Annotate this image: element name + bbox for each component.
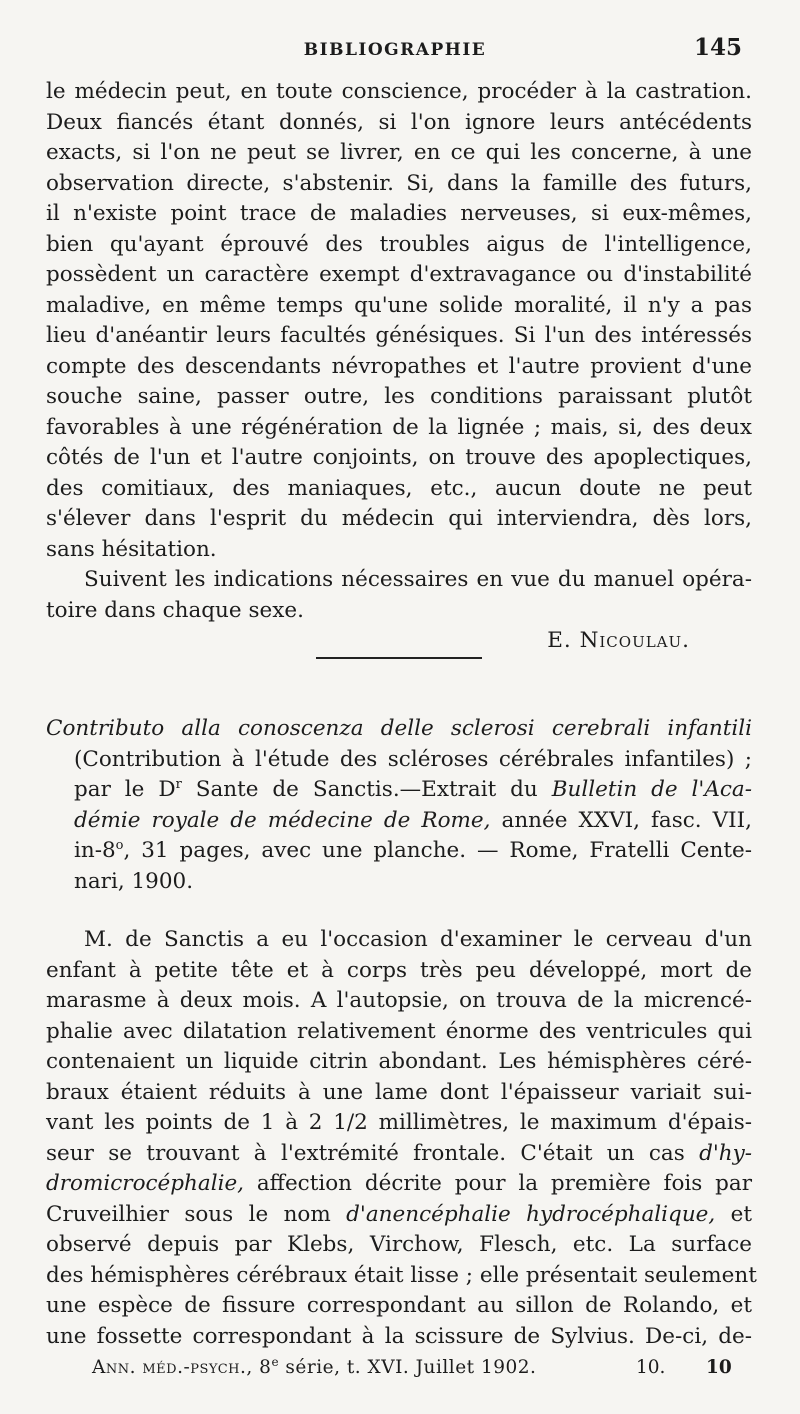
text-span: Cruveilhier sous le nom bbox=[46, 1201, 347, 1227]
superscript: o bbox=[115, 837, 124, 853]
page-number: 145 bbox=[693, 34, 742, 61]
text-line: lieu d'anéantir leurs facultés génésiques. Si l'un des intéressés bbox=[46, 323, 752, 348]
review-title-line: (Contribution à l'étude des scléroses cérébrales infantiles) ; bbox=[74, 746, 752, 772]
text-line: sans hésitation. bbox=[46, 536, 217, 562]
previous-review-body bbox=[46, 77, 752, 657]
review-title-line bbox=[46, 806, 752, 837]
section-divider bbox=[316, 657, 482, 659]
text-span: Sante de Sanctis.—Extrait du bbox=[181, 777, 552, 802]
text-line: braux étaient réduits à une lame dont l'épaisseur variait sui- bbox=[46, 1079, 752, 1105]
text-span: , 31 pages, avec une planche. — Rome, Fratelli Cente- bbox=[123, 838, 752, 863]
superscript: e bbox=[271, 1354, 280, 1369]
italic-span: démie royale de médecine de Rome, bbox=[74, 807, 491, 833]
review-title-line bbox=[46, 714, 752, 745]
review-heading bbox=[46, 714, 752, 897]
page-footer bbox=[92, 1353, 756, 1383]
text-line: côtés de l'un et l'autre conjoints, on trouve des apoplectiques, bbox=[46, 445, 752, 470]
review-title-italian: Contributo alla conoscenza delle sclerosi cerebrali infantili bbox=[46, 716, 752, 741]
text-line: le médecin peut, en toute conscience, procéder à la castration. bbox=[46, 79, 752, 104]
text-line: vant les points de 1 à 2 1/2 millimètres, le maximum d'épais- bbox=[46, 1110, 752, 1135]
text-span: Ann. méd.-psych., 8 bbox=[92, 1357, 272, 1378]
text-span: affection décrite pour la première fois par bbox=[244, 1171, 752, 1196]
journal-citation bbox=[92, 1353, 536, 1383]
text-line: bien qu'ayant éprouvé des troubles aigus de l'intelligence, bbox=[46, 231, 752, 257]
text-line: marasme à deux mois. A l'autopsie, on trouva de la micrencé- bbox=[46, 988, 752, 1013]
italic-span: Bulletin de l'Aca- bbox=[551, 777, 752, 802]
running-header bbox=[48, 34, 742, 64]
text-line: phalie avec dilatation relativement énorme des ventricules qui bbox=[46, 1018, 752, 1044]
text-span: par le D bbox=[74, 777, 176, 802]
text-line: Deux fiancés étant donnés, si l'on ignore leurs antécédents bbox=[46, 109, 752, 135]
text-span: in-8 bbox=[74, 838, 116, 863]
author-signature bbox=[46, 626, 752, 657]
text-line: possèdent un caractère exempt d'extravagance ou d'instabilité bbox=[46, 262, 752, 287]
text-line: favorables à une régénération de la lignée ; mais, si, des deux bbox=[46, 414, 752, 440]
italic-span: d'anencéphalie hydrocéphalique, bbox=[346, 1201, 716, 1227]
text-line: observation directe, s'abstenir. Si, dans la famille des futurs, bbox=[46, 170, 752, 196]
text-line: compte des descendants névropathes et l'autre provient d'une bbox=[46, 353, 752, 379]
text-line: des comitiaux, des maniaques, etc., aucun doute ne peut bbox=[46, 475, 752, 501]
running-title: BIBLIOGRAPHIE bbox=[303, 40, 487, 60]
signature-mark: 10. bbox=[636, 1357, 666, 1378]
text-span: série, t. XVI. Juillet 1902. bbox=[279, 1357, 537, 1378]
signature-mark: 10 bbox=[706, 1357, 732, 1378]
text-line: une fossette correspondant à la scissure de Sylvius. De-ci, de- bbox=[46, 1323, 752, 1349]
italic-span: dromicrocéphalie, bbox=[46, 1171, 245, 1196]
text-line: M. de Sanctis a eu l'occasion d'examiner le cerveau d'un bbox=[84, 927, 752, 952]
text-line: observé depuis par Klebs, Virchow, Flesch, etc. La surface bbox=[46, 1232, 752, 1257]
text-span: seur se trouvant à l'extrémité frontale. C'était un cas bbox=[46, 1140, 700, 1166]
text-line: exacts, si l'on ne peut se livrer, en ce qui les concerne, à une bbox=[46, 140, 752, 165]
superscript: r bbox=[175, 776, 182, 792]
review-body bbox=[46, 925, 757, 1352]
review-title-line: nari, 1900. bbox=[74, 868, 194, 894]
text-line: contenaient un liquide citrin abondant. Les hémisphères céré- bbox=[46, 1049, 752, 1074]
text-line: souche saine, passer outre, les conditions paraissant plutôt bbox=[46, 384, 752, 409]
text-line: des hémisphères cérébraux était lisse ; elle présentait seulement bbox=[46, 1262, 757, 1288]
text-line: toire dans chaque sexe. bbox=[46, 597, 304, 623]
text-line: s'élever dans l'esprit du médecin qui interviendra, dès lors, bbox=[46, 506, 752, 531]
review-title-line bbox=[46, 836, 752, 867]
text-span: année XXVI, fasc. VII, bbox=[490, 807, 753, 833]
text-line: il n'existe point trace de maladies nerveuses, si eux-mêmes, bbox=[46, 201, 752, 226]
text-line bbox=[46, 1200, 752, 1231]
text-line: Suivent les indications nécessaires en vue du manuel opéra- bbox=[84, 567, 752, 592]
text-span: et bbox=[715, 1201, 752, 1227]
italic-span: d'hy- bbox=[699, 1140, 752, 1166]
text-line: une espèce de fissure correspondant au sillon de Rolando, et bbox=[46, 1293, 752, 1318]
signature-name: E. Nicoulau. bbox=[547, 628, 690, 653]
text-line bbox=[46, 1139, 752, 1170]
review-title-line bbox=[46, 775, 752, 806]
text-line bbox=[46, 1169, 752, 1200]
text-line: maladive, en même temps qu'une solide moralité, il n'y a pas bbox=[46, 292, 752, 318]
text-line: enfant à petite tête et à corps très peu développé, mort de bbox=[46, 957, 752, 983]
